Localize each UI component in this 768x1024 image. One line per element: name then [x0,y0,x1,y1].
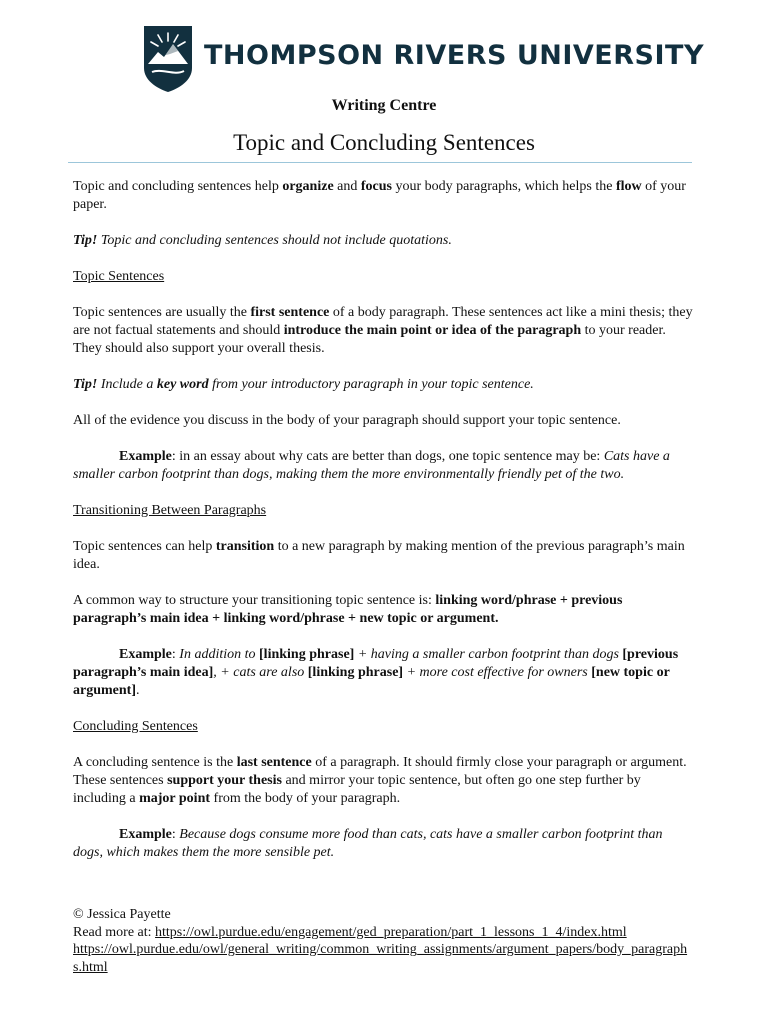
university-header [142,24,702,94]
example-italic: In addition to [179,647,256,662]
concluding-bold: major point [139,791,211,806]
university-name: THOMPSON RIVERS UNIVERSITY [204,40,704,71]
intro-text: of your paper. [73,179,686,212]
example-italic: + having a smaller carbon footprint than dogs [354,647,623,662]
tip-text: Include a [97,377,157,392]
example-label: Example [119,827,172,842]
tip-quotations [73,232,693,250]
transition-paragraph [73,538,693,574]
topic-bold: first sentence [250,305,330,320]
example-bold: [linking phrase] [307,665,404,680]
structure-paragraph [73,592,693,628]
section-heading-concluding: Concluding Sentences [73,719,198,734]
author-credit: © Jessica Payette [73,907,171,922]
intro-bold: focus [360,179,393,194]
concluding-text: A concluding sentence is the [73,755,237,770]
department-name: Writing Centre [331,97,437,114]
tip-label: Tip! [73,233,98,248]
example-bold: [new topic or argument] [73,665,670,698]
concluding-text: and mirror your topic sentence, but often go one step further by including a [73,773,641,806]
topic-text: to your reader. They should also support your overall thesis. [73,323,666,356]
intro-bold: organize [282,179,334,194]
intro-bold: flow [615,179,642,194]
purdue-link-ged[interactable]: https://owl.purdue.edu/engagement/ged_preparation/part_1_lessons_1_4/index.html [155,924,627,940]
document-footer [73,906,693,976]
example-label: Example [119,647,172,662]
transition-example [73,646,693,700]
transition-text: Topic sentences can help [73,539,216,554]
example-text: : [171,647,180,662]
tip-text: from your introductory paragraph in your topic sentence. [208,377,534,392]
section-heading-topic: Topic Sentences [73,269,165,284]
tip-text: Topic and concluding sentences should not include quotations. [97,233,452,248]
structure-text: A common way to structure your transitioning topic sentence is: [73,593,436,608]
evidence-paragraph: All of the evidence you discuss in the body of your paragraph should support your topic sentence. [73,413,621,428]
example-bold: [linking phrase] [255,647,355,662]
concluding-example [73,826,693,862]
transition-bold: transition [215,539,275,554]
concluding-text: of a paragraph. It should firmly close your paragraph or argument. These sentences [73,755,687,788]
example-bold: [previous paragraph’s main idea] [73,647,679,680]
topic-bold: introduce the main point or idea of the paragraph [283,323,582,338]
example-label: Example [119,449,172,464]
example-text: . [136,683,140,698]
example-text: : [171,827,180,842]
read-more-line [73,924,693,942]
concluding-bold: support your thesis [167,773,282,788]
transition-text: to a new paragraph by making mention of the previous paragraph’s main idea. [73,539,685,572]
example-italic: Because dogs consume more food than cats, cats have a smaller carbon footprint than dogs, which makes them the more sensible pet. [73,827,663,860]
intro-text: Topic and concluding sentences help [73,179,283,194]
purdue-link-body-paragraphs[interactable]: https://owl.purdue.edu/owl/general_writing/common_writing_assignments/argument_papers/body_paragraphs.html [73,942,688,975]
example-italic: Cats have a smaller carbon footprint than dogs, making them the more environmentally friendly pet of the two. [73,449,670,482]
intro-text: and [333,179,361,194]
topic-text: Topic sentences are usually the [73,305,251,320]
concluding-text: from the body of your paragraph. [210,791,401,806]
tip-label: Tip! [73,377,98,392]
mountain-shield-icon [142,24,194,92]
document-body [73,178,693,862]
example-italic: + more cost effective for owners [403,665,592,680]
page-title: Topic and Concluding Sentences [233,130,535,155]
tip-key-word [73,376,693,394]
topic-example [73,448,693,484]
read-more-line-2 [73,941,693,976]
read-more-label: Read more at: [73,924,156,940]
concluding-bold: last sentence [236,755,312,770]
topic-paragraph [73,304,693,358]
intro-paragraph [73,178,693,214]
concluding-paragraph [73,754,693,808]
title-divider [68,162,692,163]
section-heading-transition: Transitioning Between Paragraphs [73,503,267,518]
example-italic: , + cats are also [213,665,308,680]
structure-bold: linking word/phrase + previous paragraph’s main idea + linking word/phrase + new topic or argument. [73,593,623,626]
tip-bold: key word [156,377,209,392]
example-text: : in an essay about why cats are better than dogs, one topic sentence may be: [171,449,604,464]
intro-text: your body paragraphs, which helps the [392,179,616,194]
topic-text: of a body paragraph. These sentences act like a mini thesis; they are not factual statements and should [73,305,693,338]
